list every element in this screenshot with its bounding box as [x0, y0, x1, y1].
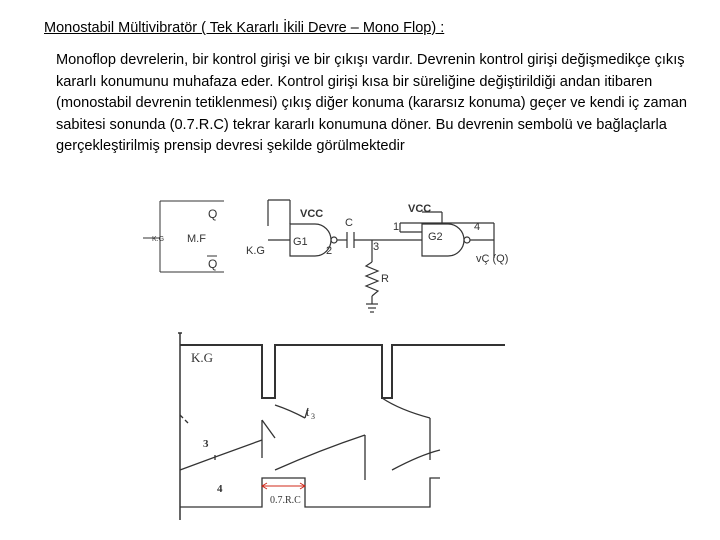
timing-diagram [178, 333, 505, 520]
vcc-label-1: VCC [300, 208, 324, 220]
timing-kg-label: K.G [191, 350, 214, 365]
resistor-label: R [381, 273, 389, 285]
symbol-q-label: Q [208, 207, 218, 221]
node-2-label: 2 [326, 245, 333, 257]
timing-vt-label: t [306, 405, 310, 419]
section-heading: Monostabil Mültivibratör ( Tek Kararlı İkili Devre – Mono Flop) : [44, 20, 445, 36]
timing-period-label: 0.7.R.C [270, 495, 301, 506]
capacitor-label: C [345, 217, 353, 229]
symbol-q-bar-label: Q [208, 257, 218, 271]
vcc-label-2: VCC [408, 203, 432, 215]
node-3-label: 3 [373, 241, 380, 253]
symbol-name-label: M.F [187, 233, 206, 245]
symbol-input-label: K.G [152, 236, 165, 243]
timing-row-4-label: 4 [217, 483, 223, 495]
node-4-label: 4 [474, 221, 481, 233]
output-label: vÇ (Q) [476, 253, 509, 265]
description-paragraph: Monoflop devrelerin, bir kontrol girişi ve bir çıkışı vardır. Devrenin kontrol girişi değişmedikçe çıkış kararlı konumunu muhafaza eder. Kontrol girişi kısa bir süreliğine değiştirildiği andan itibaren (monostabil devrenin tetiklenmesi) çıkış diğer konuma (kararsız konuma) geçer ve kendi iç zaman sabitesi sonunda (0.7.R.C) tekrar kararlı konumuna döner. Bu devrenin sembolü ve bağlaçlarla gerçekleştirilmiş prensip devresi şekilde görülmektedir [56, 52, 688, 154]
timing-vt-subscript: 3 [311, 412, 315, 421]
circuit-input-label: K.G [246, 245, 265, 257]
gate2-label: G2 [428, 231, 443, 243]
timing-row-3-label: 3 [203, 438, 209, 450]
node-1-label: 1 [393, 221, 400, 233]
gate1-label: G1 [293, 236, 308, 248]
